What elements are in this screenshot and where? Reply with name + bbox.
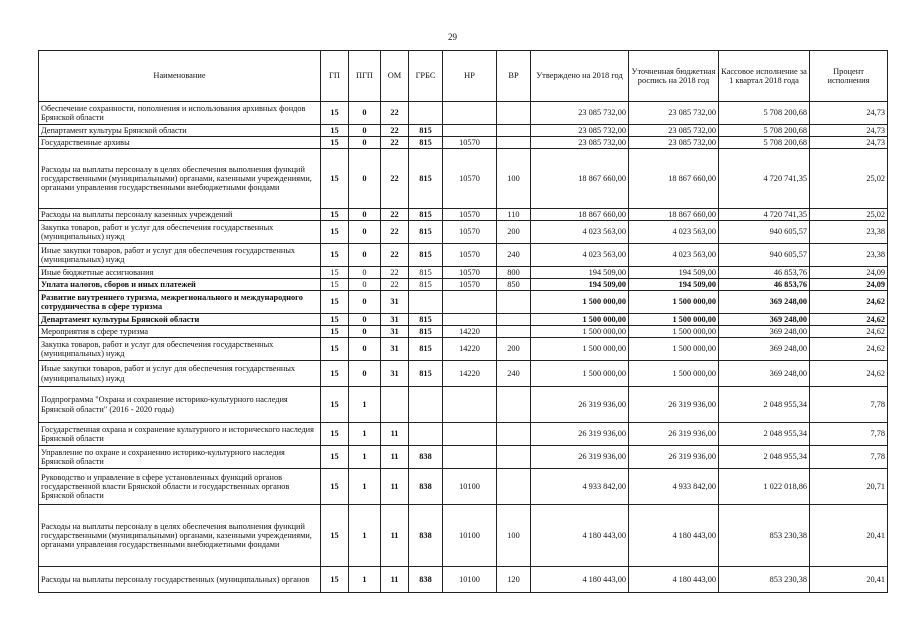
cell-grbs xyxy=(409,102,443,125)
cell-nr xyxy=(443,387,497,423)
cell-om: 22 xyxy=(381,102,409,125)
cell-name: Мероприятия в сфере туризма xyxy=(39,326,321,338)
cell-refined: 4 180 443,00 xyxy=(629,505,719,567)
cell-nr xyxy=(443,446,497,469)
cell-gp: 15 xyxy=(321,469,349,505)
cell-name: Закупка товаров, работ и услуг для обеспечения государственных (муниципальных) нужд xyxy=(39,338,321,361)
cell-refined: 23 085 732,00 xyxy=(629,102,719,125)
cell-percent: 20,71 xyxy=(810,469,888,505)
cell-om: 11 xyxy=(381,567,409,593)
cell-percent: 25,02 xyxy=(810,149,888,209)
cell-approved: 23 085 732,00 xyxy=(531,137,629,149)
col-header-nr: НР xyxy=(443,51,497,102)
cell-pgp: 0 xyxy=(349,291,381,314)
cell-approved: 4 933 842,00 xyxy=(531,469,629,505)
cell-pgp: 1 xyxy=(349,505,381,567)
cell-nr: 10570 xyxy=(443,267,497,279)
cell-gp: 15 xyxy=(321,102,349,125)
cell-gp: 15 xyxy=(321,314,349,326)
cell-refined: 26 319 936,00 xyxy=(629,446,719,469)
cell-om: 22 xyxy=(381,244,409,267)
cell-nr xyxy=(443,314,497,326)
cell-gp: 15 xyxy=(321,505,349,567)
cell-name: Государственная охрана и сохранение культурного и исторического наследия Брянской области xyxy=(39,423,321,446)
cell-om: 11 xyxy=(381,446,409,469)
cell-nr: 14220 xyxy=(443,326,497,338)
cell-grbs: 815 xyxy=(409,221,443,244)
cell-name: Управление по охране и сохранению историко-культурного наследия Брянской области xyxy=(39,446,321,469)
cell-nr xyxy=(443,291,497,314)
cell-cash: 5 708 200,68 xyxy=(719,102,810,125)
cell-pgp: 1 xyxy=(349,567,381,593)
cell-gp: 15 xyxy=(321,279,349,291)
cell-gp: 15 xyxy=(321,125,349,137)
col-header-refined: Уточненная бюджетная роспись на 2018 год xyxy=(629,51,719,102)
cell-pgp: 0 xyxy=(349,244,381,267)
cell-vr xyxy=(497,387,531,423)
cell-gp: 15 xyxy=(321,209,349,221)
cell-approved: 4 180 443,00 xyxy=(531,505,629,567)
table-row xyxy=(39,567,888,593)
cell-om: 22 xyxy=(381,267,409,279)
cell-pgp: 1 xyxy=(349,446,381,469)
cell-gp: 15 xyxy=(321,221,349,244)
cell-cash: 1 022 018,86 xyxy=(719,469,810,505)
cell-cash: 2 048 955,34 xyxy=(719,423,810,446)
cell-name: Обеспечение сохранности, пополнения и использования архивных фондов Брянской области xyxy=(39,102,321,125)
cell-gp: 15 xyxy=(321,291,349,314)
table-row xyxy=(39,361,888,387)
col-header-om: ОМ xyxy=(381,51,409,102)
cell-pgp: 0 xyxy=(349,326,381,338)
cell-approved: 23 085 732,00 xyxy=(531,125,629,137)
cell-refined: 1 500 000,00 xyxy=(629,326,719,338)
cell-pgp: 1 xyxy=(349,423,381,446)
cell-refined: 18 867 660,00 xyxy=(629,149,719,209)
cell-approved: 1 500 000,00 xyxy=(531,314,629,326)
cell-refined: 194 509,00 xyxy=(629,279,719,291)
cell-refined: 1 500 000,00 xyxy=(629,361,719,387)
cell-refined: 1 500 000,00 xyxy=(629,291,719,314)
cell-nr: 10570 xyxy=(443,137,497,149)
cell-pgp: 0 xyxy=(349,221,381,244)
cell-name: Закупка товаров, работ и услуг для обеспечения государственных (муниципальных) нужд xyxy=(39,221,321,244)
cell-om: 22 xyxy=(381,279,409,291)
cell-gp: 15 xyxy=(321,267,349,279)
table-row xyxy=(39,267,888,279)
cell-gp: 15 xyxy=(321,326,349,338)
cell-refined: 4 180 443,00 xyxy=(629,567,719,593)
cell-grbs: 815 xyxy=(409,326,443,338)
col-header-percent: Процент исполнения xyxy=(810,51,888,102)
col-header-gp: ГП xyxy=(321,51,349,102)
cell-nr: 10570 xyxy=(443,149,497,209)
table-row xyxy=(39,387,888,423)
cell-vr: 200 xyxy=(497,221,531,244)
cell-nr: 10570 xyxy=(443,209,497,221)
col-header-grbs: ГРБС xyxy=(409,51,443,102)
cell-gp: 15 xyxy=(321,446,349,469)
cell-vr: 100 xyxy=(497,149,531,209)
cell-cash: 4 720 741,35 xyxy=(719,209,810,221)
cell-percent: 24,62 xyxy=(810,314,888,326)
cell-cash: 369 248,00 xyxy=(719,361,810,387)
cell-grbs xyxy=(409,423,443,446)
table-row xyxy=(39,244,888,267)
cell-cash: 4 720 741,35 xyxy=(719,149,810,209)
cell-cash: 5 708 200,68 xyxy=(719,125,810,137)
cell-gp: 15 xyxy=(321,423,349,446)
cell-approved: 18 867 660,00 xyxy=(531,209,629,221)
cell-name: Руководство и управление в сфере установленных функций органов государственной власти Брянской области и государственных органов Брянской области xyxy=(39,469,321,505)
table-row xyxy=(39,505,888,567)
cell-approved: 4 180 443,00 xyxy=(531,567,629,593)
cell-vr xyxy=(497,291,531,314)
cell-approved: 194 509,00 xyxy=(531,279,629,291)
cell-vr: 850 xyxy=(497,279,531,291)
cell-refined: 26 319 936,00 xyxy=(629,387,719,423)
cell-grbs: 815 xyxy=(409,361,443,387)
cell-gp: 15 xyxy=(321,244,349,267)
cell-grbs: 815 xyxy=(409,314,443,326)
cell-cash: 369 248,00 xyxy=(719,291,810,314)
table-row xyxy=(39,279,888,291)
page-number: 29 xyxy=(448,32,457,42)
cell-percent: 24,73 xyxy=(810,125,888,137)
cell-grbs: 815 xyxy=(409,137,443,149)
cell-cash: 2 048 955,34 xyxy=(719,446,810,469)
cell-grbs: 838 xyxy=(409,505,443,567)
cell-percent: 24,73 xyxy=(810,137,888,149)
cell-gp: 15 xyxy=(321,149,349,209)
cell-name: Расходы на выплаты персоналу казенных учреждений xyxy=(39,209,321,221)
cell-percent: 24,62 xyxy=(810,338,888,361)
cell-om: 31 xyxy=(381,326,409,338)
cell-om xyxy=(381,387,409,423)
cell-pgp: 0 xyxy=(349,338,381,361)
col-header-pgp: ПГП xyxy=(349,51,381,102)
cell-percent: 20,41 xyxy=(810,567,888,593)
cell-pgp: 0 xyxy=(349,149,381,209)
cell-nr: 10100 xyxy=(443,505,497,567)
cell-pgp: 0 xyxy=(349,279,381,291)
table-row xyxy=(39,221,888,244)
cell-vr xyxy=(497,446,531,469)
header-row xyxy=(39,51,888,102)
cell-cash: 369 248,00 xyxy=(719,338,810,361)
table-row xyxy=(39,291,888,314)
cell-vr: 240 xyxy=(497,244,531,267)
cell-approved: 23 085 732,00 xyxy=(531,102,629,125)
cell-pgp: 0 xyxy=(349,314,381,326)
cell-percent: 7,78 xyxy=(810,446,888,469)
cell-grbs: 815 xyxy=(409,338,443,361)
cell-cash: 369 248,00 xyxy=(719,326,810,338)
cell-approved: 4 023 563,00 xyxy=(531,221,629,244)
cell-om: 11 xyxy=(381,469,409,505)
cell-name: Департамент культуры Брянской области xyxy=(39,125,321,137)
cell-grbs: 815 xyxy=(409,209,443,221)
cell-om: 22 xyxy=(381,209,409,221)
cell-nr: 10100 xyxy=(443,567,497,593)
cell-name: Иные бюджетные ассигнования xyxy=(39,267,321,279)
cell-percent: 24,73 xyxy=(810,102,888,125)
cell-nr: 10100 xyxy=(443,469,497,505)
cell-approved: 26 319 936,00 xyxy=(531,387,629,423)
cell-refined: 1 500 000,00 xyxy=(629,338,719,361)
cell-pgp: 0 xyxy=(349,361,381,387)
cell-percent: 23,38 xyxy=(810,221,888,244)
cell-om: 11 xyxy=(381,505,409,567)
cell-cash: 853 230,38 xyxy=(719,505,810,567)
cell-om: 31 xyxy=(381,314,409,326)
cell-pgp: 1 xyxy=(349,387,381,423)
cell-approved: 194 509,00 xyxy=(531,267,629,279)
cell-vr: 800 xyxy=(497,267,531,279)
cell-grbs: 815 xyxy=(409,149,443,209)
cell-cash: 2 048 955,34 xyxy=(719,387,810,423)
cell-vr xyxy=(497,469,531,505)
cell-pgp: 0 xyxy=(349,102,381,125)
cell-percent: 23,38 xyxy=(810,244,888,267)
cell-nr: 10570 xyxy=(443,221,497,244)
cell-refined: 26 319 936,00 xyxy=(629,423,719,446)
cell-vr: 110 xyxy=(497,209,531,221)
cell-pgp: 1 xyxy=(349,469,381,505)
cell-refined: 4 023 563,00 xyxy=(629,221,719,244)
cell-gp: 15 xyxy=(321,338,349,361)
cell-name: Департамент культуры Брянской области xyxy=(39,314,321,326)
cell-gp: 15 xyxy=(321,137,349,149)
cell-name: Иные закупки товаров, работ и услуг для обеспечения государственных (муниципальных) нужд xyxy=(39,244,321,267)
cell-om: 31 xyxy=(381,338,409,361)
cell-approved: 1 500 000,00 xyxy=(531,291,629,314)
cell-percent: 7,78 xyxy=(810,423,888,446)
cell-grbs xyxy=(409,387,443,423)
cell-name: Государственные архивы xyxy=(39,137,321,149)
table-row xyxy=(39,149,888,209)
table-row xyxy=(39,102,888,125)
cell-gp: 15 xyxy=(321,361,349,387)
cell-vr xyxy=(497,137,531,149)
cell-om: 22 xyxy=(381,221,409,244)
cell-grbs: 838 xyxy=(409,567,443,593)
cell-percent: 25,02 xyxy=(810,209,888,221)
cell-grbs: 815 xyxy=(409,244,443,267)
col-header-approved: Утверждено на 2018 год xyxy=(531,51,629,102)
cell-nr: 10570 xyxy=(443,244,497,267)
cell-cash: 46 853,76 xyxy=(719,279,810,291)
cell-pgp: 0 xyxy=(349,209,381,221)
table-row xyxy=(39,446,888,469)
cell-cash: 940 605,57 xyxy=(719,244,810,267)
cell-refined: 1 500 000,00 xyxy=(629,314,719,326)
table-row xyxy=(39,338,888,361)
cell-name: Развитие внутреннего туризма, межрегионального и международного сотрудничества в сфере туризма xyxy=(39,291,321,314)
cell-refined: 194 509,00 xyxy=(629,267,719,279)
cell-grbs: 815 xyxy=(409,279,443,291)
cell-vr: 240 xyxy=(497,361,531,387)
cell-om: 22 xyxy=(381,125,409,137)
cell-cash: 853 230,38 xyxy=(719,567,810,593)
cell-grbs: 815 xyxy=(409,267,443,279)
table-row xyxy=(39,125,888,137)
cell-om: 31 xyxy=(381,291,409,314)
cell-grbs: 838 xyxy=(409,469,443,505)
cell-refined: 4 023 563,00 xyxy=(629,244,719,267)
cell-percent: 7,78 xyxy=(810,387,888,423)
cell-vr xyxy=(497,423,531,446)
budget-table xyxy=(38,50,888,593)
col-header-name: Наименование xyxy=(39,51,321,102)
cell-name: Подпрограмма "Охрана и сохранение историко-культурного наследия Брянской области" (2016 - 2020 годы) xyxy=(39,387,321,423)
cell-nr: 14220 xyxy=(443,361,497,387)
cell-approved: 18 867 660,00 xyxy=(531,149,629,209)
cell-vr xyxy=(497,314,531,326)
cell-gp: 15 xyxy=(321,387,349,423)
cell-percent: 20,41 xyxy=(810,505,888,567)
cell-vr: 100 xyxy=(497,505,531,567)
table-row xyxy=(39,209,888,221)
table-row xyxy=(39,469,888,505)
cell-approved: 1 500 000,00 xyxy=(531,326,629,338)
cell-nr xyxy=(443,125,497,137)
cell-om: 22 xyxy=(381,137,409,149)
cell-refined: 18 867 660,00 xyxy=(629,209,719,221)
cell-pgp: 0 xyxy=(349,125,381,137)
cell-grbs xyxy=(409,291,443,314)
cell-pgp: 0 xyxy=(349,267,381,279)
cell-gp: 15 xyxy=(321,567,349,593)
cell-om: 11 xyxy=(381,423,409,446)
cell-vr: 200 xyxy=(497,338,531,361)
cell-name: Иные закупки товаров, работ и услуг для обеспечения государственных (муниципальных) нужд xyxy=(39,361,321,387)
cell-grbs: 815 xyxy=(409,125,443,137)
table-row xyxy=(39,314,888,326)
cell-refined: 23 085 732,00 xyxy=(629,137,719,149)
table-row xyxy=(39,137,888,149)
col-header-cash: Кассовое исполнение за 1 квартал 2018 года xyxy=(719,51,810,102)
cell-om: 31 xyxy=(381,361,409,387)
cell-nr: 10570 xyxy=(443,279,497,291)
cell-name: Расходы на выплаты персоналу в целях обеспечения выполнения функций государственными (муниципальными) органами, казенными учреждениями, органами управления государственными внебюджетными фондами xyxy=(39,149,321,209)
cell-approved: 4 023 563,00 xyxy=(531,244,629,267)
cell-cash: 5 708 200,68 xyxy=(719,137,810,149)
cell-vr xyxy=(497,326,531,338)
cell-name: Расходы на выплаты персоналу в целях обеспечения выполнения функций государственными (муниципальными) органами, казенными учреждениями, органами управления государственными внебюджетными фондами xyxy=(39,505,321,567)
cell-approved: 26 319 936,00 xyxy=(531,423,629,446)
table-row xyxy=(39,326,888,338)
cell-percent: 24,62 xyxy=(810,361,888,387)
cell-refined: 23 085 732,00 xyxy=(629,125,719,137)
cell-om: 22 xyxy=(381,149,409,209)
cell-cash: 46 853,76 xyxy=(719,267,810,279)
cell-grbs: 838 xyxy=(409,446,443,469)
cell-percent: 24,09 xyxy=(810,267,888,279)
cell-percent: 24,62 xyxy=(810,326,888,338)
cell-nr xyxy=(443,423,497,446)
cell-percent: 24,62 xyxy=(810,291,888,314)
cell-pgp: 0 xyxy=(349,137,381,149)
cell-approved: 26 319 936,00 xyxy=(531,446,629,469)
cell-refined: 4 933 842,00 xyxy=(629,469,719,505)
cell-cash: 940 605,57 xyxy=(719,221,810,244)
table-body xyxy=(39,102,888,593)
cell-name: Уплата налогов, сборов и иных платежей xyxy=(39,279,321,291)
cell-vr xyxy=(497,102,531,125)
col-header-vr: ВР xyxy=(497,51,531,102)
cell-approved: 1 500 000,00 xyxy=(531,361,629,387)
cell-approved: 1 500 000,00 xyxy=(531,338,629,361)
cell-name: Расходы на выплаты персоналу государственных (муниципальных) органов xyxy=(39,567,321,593)
cell-vr: 120 xyxy=(497,567,531,593)
cell-cash: 369 248,00 xyxy=(719,314,810,326)
table-row xyxy=(39,423,888,446)
cell-nr xyxy=(443,102,497,125)
cell-vr xyxy=(497,125,531,137)
cell-percent: 24,09 xyxy=(810,279,888,291)
cell-nr: 14220 xyxy=(443,338,497,361)
